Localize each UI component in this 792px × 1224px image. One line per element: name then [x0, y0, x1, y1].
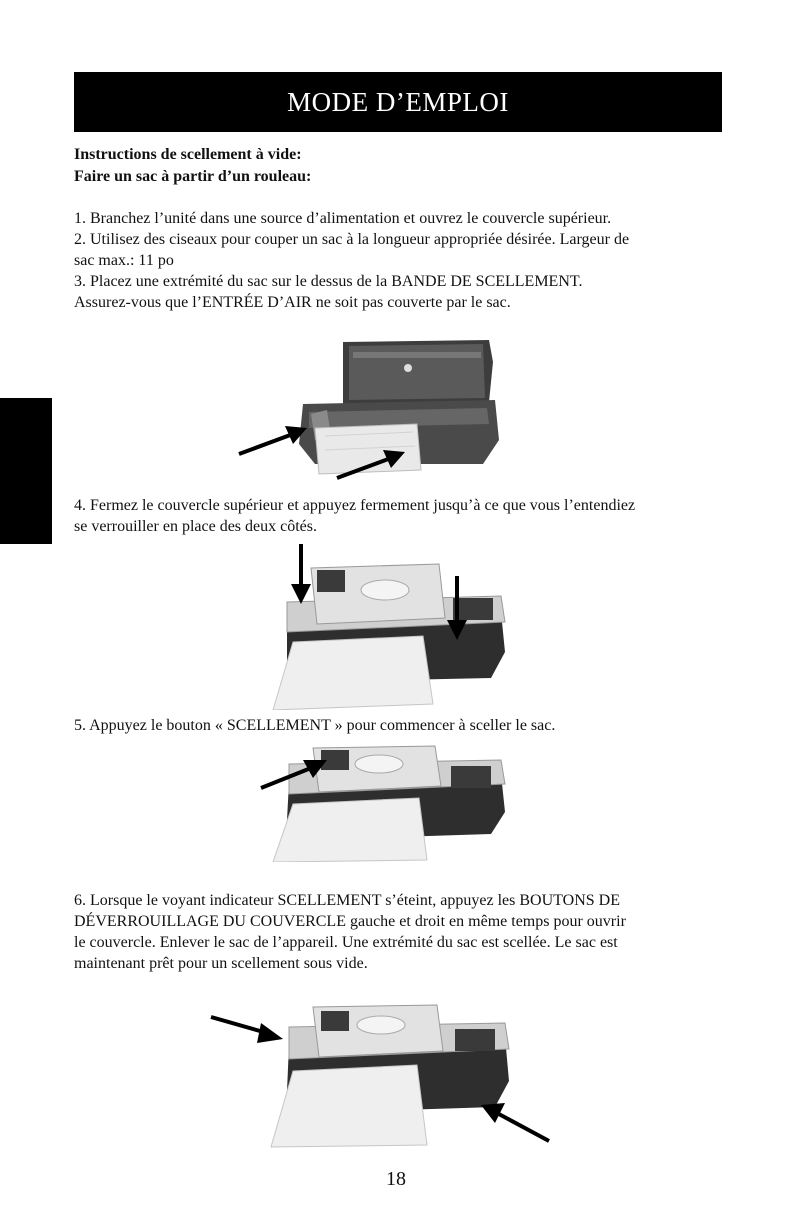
section-tab: [0, 398, 52, 544]
step-4-block: [74, 495, 724, 537]
step-6-text-cont-2: le couvercle. Enlever le sac de l’appareil. Une extrémité du sac est scellée. Le sac est: [74, 934, 618, 951]
seal-button-illustration: [255, 742, 515, 862]
step-5-text: 5. Appuyez le bouton « SCELLEMENT » pour commencer à sceller le sac.: [74, 717, 556, 734]
step-6-text-cont-3: maintenant prêt pour un scellement sous vide.: [74, 955, 368, 972]
step-5-block: [74, 715, 724, 736]
step-3-text-cont: Assurez-vous que l’ENTRÉE D’AIR ne soit pas couverte par le sac.: [74, 294, 511, 311]
section-heading: Instructions de scellement à vide:: [74, 146, 302, 163]
step-4-text-cont: se verrouiller en place des deux côtés.: [74, 518, 318, 535]
open-sealer-illustration: [225, 332, 515, 487]
step-3-text: 3. Placez une extrémité du sac sur le dessus de la BANDE DE SCELLEMENT.: [74, 273, 583, 290]
steps-1-3: [74, 208, 724, 313]
step-2-text-cont: sac max.: 11 po: [74, 252, 174, 269]
step-2-text: 2. Utilisez des ciseaux pour couper un sac à la longueur appropriée désirée. Largeur de: [74, 231, 630, 248]
step-1-text: 1. Branchez l’unité dans une source d’alimentation et ouvrez le couvercle supérieur.: [74, 210, 612, 227]
subsection-heading: Faire un sac à partir d’un rouleau:: [74, 168, 312, 185]
step-4-text: 4. Fermez le couvercle supérieur et appuyez fermement jusqu’à ce que vous l’entendiez: [74, 497, 636, 514]
step-6-text: 6. Lorsque le voyant indicateur SCELLEMENT s’éteint, appuyez les BOUTONS DE: [74, 892, 620, 909]
lid-release-illustration: [205, 995, 555, 1150]
banner-title: MODE D’EMPLOI: [287, 86, 509, 117]
step-6-text-cont-1: DÉVERROUILLAGE DU COUVERCLE gauche et droit en même temps pour ouvrir: [74, 913, 626, 930]
step-6-block: [74, 890, 724, 974]
page-number: 18: [386, 1168, 406, 1190]
page-banner: [74, 72, 722, 132]
close-lid-illustration: [265, 540, 515, 710]
